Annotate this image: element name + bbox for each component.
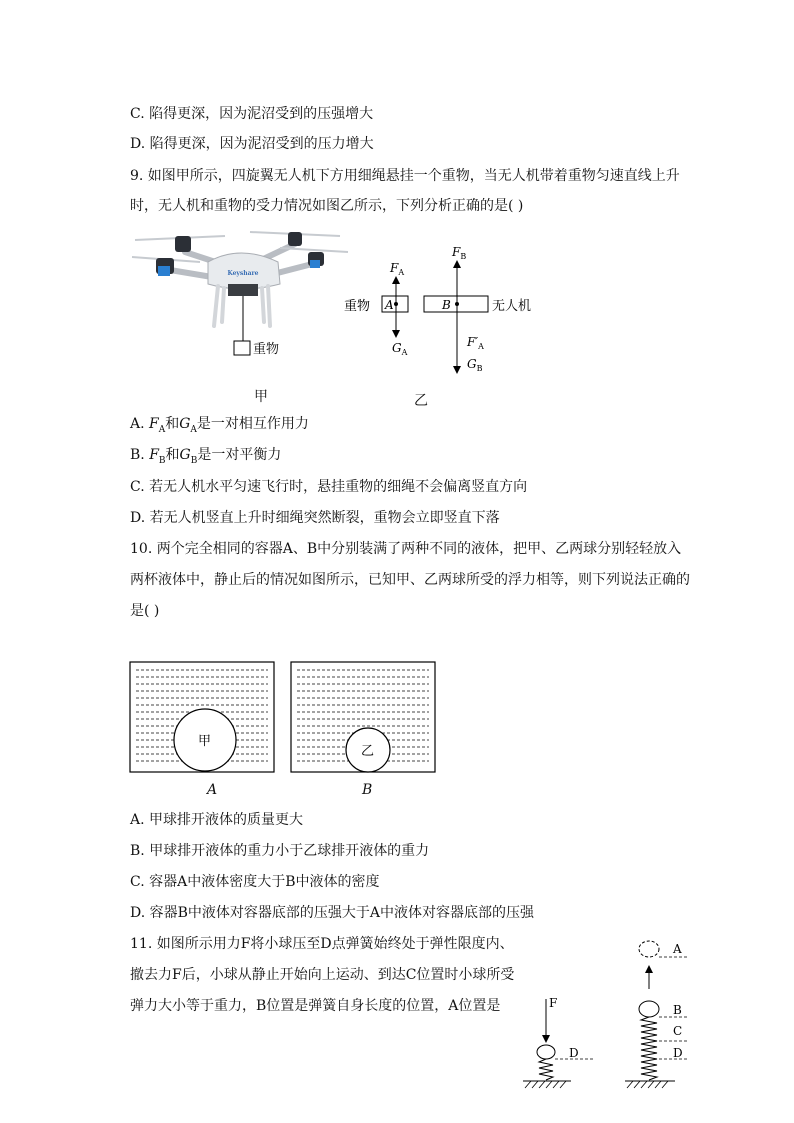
- label-fpa: $F'_A$: [467, 335, 484, 351]
- q9-option-b: B. $F_B$和$G_B$是一对平衡力: [130, 447, 282, 466]
- figure-jia-caption: 甲: [254, 389, 268, 405]
- label-gb: $G_B$: [467, 357, 483, 373]
- q10-option-c: C. 容器A中液体密度大于B中液体的密度: [130, 874, 380, 890]
- level-a-label: A: [673, 942, 682, 956]
- ball-jia-label: 甲: [198, 734, 212, 749]
- container-a-label: A: [207, 782, 218, 798]
- diagram-weight-label: 重物: [344, 299, 371, 314]
- ball-right: [639, 1001, 659, 1017]
- spring-figure: [515, 935, 695, 1095]
- force-diagram: [338, 240, 548, 380]
- q9-option-d: D. 若无人机竖直上升时细绳突然断裂，重物会立即竖直下落: [130, 510, 500, 526]
- camera-gimbal: [228, 284, 258, 296]
- q9-option-c: C. 若无人机水平匀速飞行时，悬挂重物的细绳不会偏离竖直方向: [130, 479, 528, 495]
- q10-option-a: A. 甲球排开液体的质量更大: [130, 812, 304, 828]
- q9-option-a: A. $F_A$和$G_A$是一对相互作用力: [130, 416, 309, 435]
- q11-stem-line1: 11. 如图所示用力F将小球压至D点弹簧始终处于弹性限度内、: [130, 936, 514, 952]
- spring-compressed: [539, 1059, 553, 1080]
- level-b-label: B: [673, 1003, 682, 1017]
- diagram-drone-label: 无人机: [492, 299, 532, 314]
- label-fa: $F_A$: [390, 261, 405, 277]
- drone-figure: [130, 222, 350, 367]
- weight-box: [234, 341, 250, 355]
- drone-brand-label: Keyshare: [227, 270, 259, 277]
- level-d-right-label: D: [673, 1046, 683, 1060]
- spring-full: [641, 1017, 657, 1080]
- weight-label: 重物: [253, 342, 280, 357]
- q10-stem-line2: 两杯液体中，静止后的情况如图所示，已知甲、乙两球所受的浮力相等，则下列说法正确的: [130, 572, 690, 588]
- container-b-label: B: [362, 782, 373, 798]
- q8-option-c: C. 陷得更深，因为泥沼受到的压强增大: [130, 106, 374, 122]
- level-d-left-label: D: [569, 1046, 579, 1060]
- containers-figure: [128, 660, 438, 780]
- box-b-label: B: [442, 298, 451, 312]
- figure-yi-caption: 乙: [414, 393, 428, 409]
- box-a-label: A: [385, 298, 394, 312]
- q10-option-b: B. 甲球排开液体的重力小于乙球排开液体的重力: [130, 843, 430, 859]
- q8-option-d: D. 陷得更深，因为泥沼受到的压力增大: [130, 136, 374, 152]
- level-c-label: C: [673, 1024, 683, 1038]
- q10-option-d: D. 容器B中液体对容器底部的压强大于A中液体对容器底部的压强: [130, 905, 535, 921]
- q9-stem-line2: 时，无人机和重物的受力情况如图乙所示，下列分析正确的是( ): [130, 198, 524, 214]
- q10-stem-line3: 是( ): [130, 603, 160, 619]
- ground-left-hatch: [525, 1081, 566, 1088]
- label-fb: $F_B$: [452, 245, 467, 261]
- ball-left: [537, 1045, 555, 1059]
- ball-position-a: [639, 941, 659, 957]
- ground-right-hatch: [627, 1081, 668, 1088]
- label-ga: $G_A$: [392, 341, 408, 357]
- q10-stem-line1: 10. 两个完全相同的容器A、B中分别装满了两种不同的液体，把甲、乙两球分别轻轻放入: [130, 541, 682, 557]
- ball-yi-label: 乙: [361, 744, 375, 759]
- q9-stem-line1: 9. 如图甲所示，四旋翼无人机下方用细绳悬挂一个重物，当无人机带着重物匀速直线上升: [130, 168, 680, 184]
- q11-stem-line2: 撤去力F后，小球从静止开始向上运动、到达C位置时小球所受: [130, 967, 515, 983]
- force-f-label: F: [549, 996, 558, 1010]
- q11-stem-line3: 弹力大小等于重力，B位置是弹簧自身长度的位置，A位置是: [130, 998, 501, 1014]
